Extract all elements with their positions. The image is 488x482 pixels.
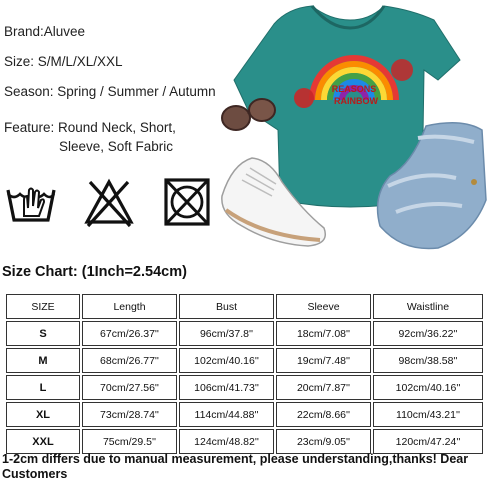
header-size: SIZE: [6, 294, 80, 319]
cell-size: XL: [6, 402, 80, 427]
cell-length: 75cm/29.5'': [82, 429, 177, 454]
cell-waistline: 120cm/47.24'': [373, 429, 483, 454]
print-line-2: RAINBOW: [334, 96, 378, 106]
cell-sleeve: 22cm/8.66'': [276, 402, 371, 427]
brand-text: Brand:Aluvee: [4, 24, 86, 39]
cell-waistline: 102cm/40.16'': [373, 375, 483, 400]
size-text: Size: S/M/L/XL/XXL: [4, 54, 123, 69]
size-table: [4, 292, 485, 456]
cell-size: M: [6, 348, 80, 373]
cell-sleeve: 19cm/7.48'': [276, 348, 371, 373]
table-row: [6, 429, 483, 454]
hand-wash-icon: [6, 176, 56, 228]
table-header-row: [6, 294, 483, 319]
cell-waistline: 92cm/36.22'': [373, 321, 483, 346]
table-row: [6, 402, 483, 427]
product-photo: [212, 0, 488, 252]
table-row: [6, 348, 483, 373]
cell-bust: 114cm/44.88'': [179, 402, 274, 427]
season-text: Season: Spring / Summer / Autumn: [4, 84, 216, 99]
cell-size: S: [6, 321, 80, 346]
cell-length: 70cm/27.56'': [82, 375, 177, 400]
measurement-note: 1-2cm differs due to manual measurement, please understanding,thanks! Dear Customers: [2, 452, 469, 481]
table-row: [6, 375, 483, 400]
feature-line-1: Feature: Round Neck, Short,: [4, 120, 176, 135]
cell-waistline: 110cm/43.21'': [373, 402, 483, 427]
header-bust: Bust: [179, 294, 274, 319]
cell-waistline: 98cm/38.58'': [373, 348, 483, 373]
header-length: Length: [82, 294, 177, 319]
do-not-tumble-dry-icon: [162, 176, 212, 228]
cell-bust: 102cm/40.16'': [179, 348, 274, 373]
header-waistline: Waistline: [373, 294, 483, 319]
cell-bust: 124cm/48.82'': [179, 429, 274, 454]
cell-length: 73cm/28.74'': [82, 402, 177, 427]
do-not-bleach-icon: [84, 176, 134, 228]
cell-length: 68cm/26.77'': [82, 348, 177, 373]
cell-sleeve: 20cm/7.87'': [276, 375, 371, 400]
chart-title: Size Chart: (1Inch=2.54cm): [2, 264, 187, 280]
feature-text: [4, 118, 176, 156]
print-line-1: REASONS: [331, 84, 377, 94]
table-row: [6, 321, 483, 346]
cell-sleeve: 18cm/7.08'': [276, 321, 371, 346]
cell-bust: 106cm/41.73'': [179, 375, 274, 400]
cell-size: XXL: [6, 429, 80, 454]
cell-bust: 96cm/37.8'': [179, 321, 274, 346]
header-sleeve: Sleeve: [276, 294, 371, 319]
cell-sleeve: 23cm/9.05'': [276, 429, 371, 454]
feature-line-2: Sleeve, Soft Fabric: [59, 139, 174, 154]
cell-length: 67cm/26.37'': [82, 321, 177, 346]
cell-size: L: [6, 375, 80, 400]
